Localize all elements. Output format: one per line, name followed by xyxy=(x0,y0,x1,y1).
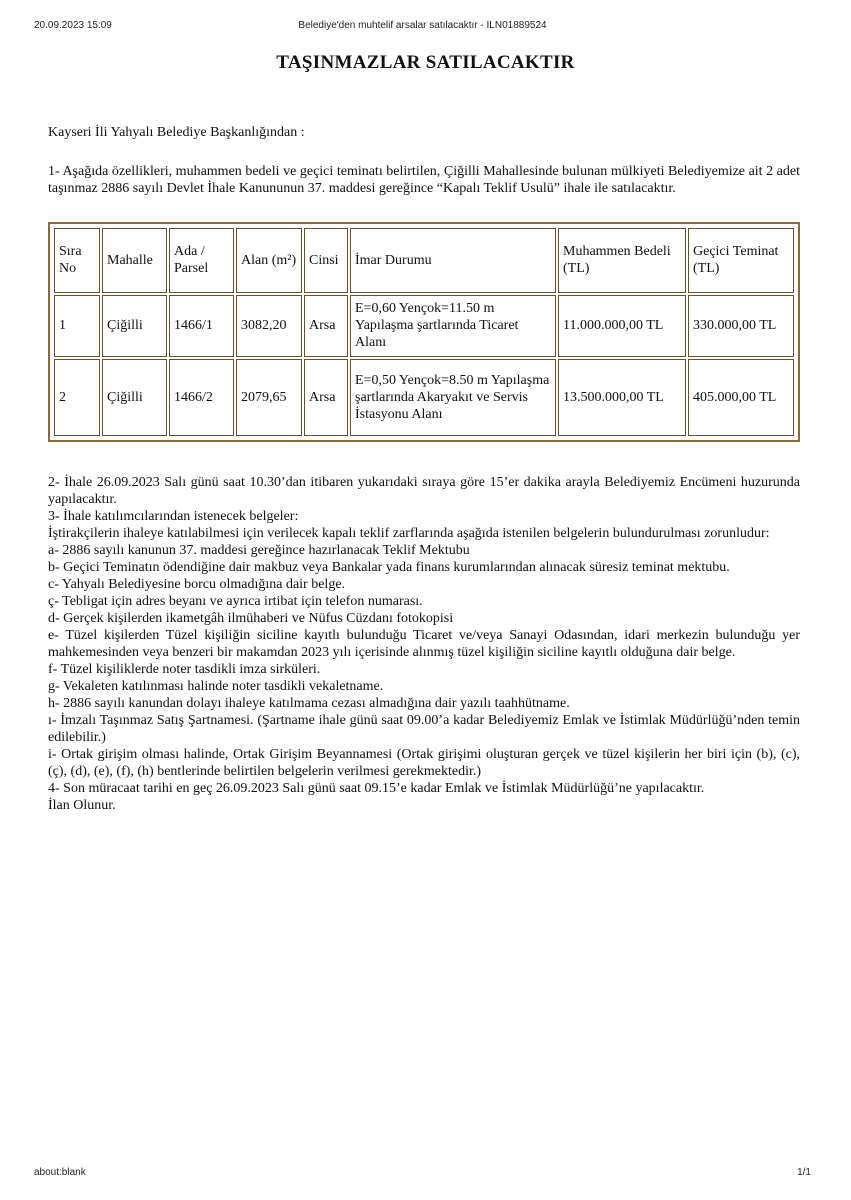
item-b: b- Geçici Teminatın ödendiğine dair makbuz veya Bankalar yada finans kurumlarından alınacak süresiz teminat mektubu. xyxy=(48,560,730,575)
item-h: h- 2886 sayılı kanundan dolayı ihaleye katılmama cezası almadığına dair yazılı taahhütname. xyxy=(48,696,570,711)
item-d: d- Gerçek kişilerden ikametgâh ilmühaberi ve Nüfus Cüzdanı fotokopisi xyxy=(48,611,454,626)
paragraph-2: 2- İhale 26.09.2023 Salı günü saat 10.30’dan itibaren yukarıdaki sıraya göre 15’er dakika arayla Belediyemiz Encümeni huzurunda yapılacaktır. xyxy=(48,475,800,507)
cell-gecici-teminat: 405.000,00 TL xyxy=(688,359,794,436)
table-row xyxy=(54,359,794,436)
table-row xyxy=(54,295,794,358)
paragraph-3-heading: 3- İhale katılımcılarından istenecek belgeler: xyxy=(48,509,299,524)
cell-imar-durumu: E=0,60 Yençok=11.50 m Yapılaşma şartlarında Ticaret Alanı xyxy=(350,295,556,358)
issuer-line: Kayseri İli Yahyalı Belediye Başkanlığından : xyxy=(48,125,305,140)
paragraph-3-intro: İştirakçilerin ihaleye katılabilmesi için verilecek kapalı teklif zarflarında aşağıda istenilen belgelerin bulundurulması zorunludur: xyxy=(48,526,770,541)
closing-line: İlan Olunur. xyxy=(48,798,116,813)
header-sira-no: Sıra No xyxy=(54,228,100,293)
cell-imar-durumu: E=0,50 Yençok=8.50 m Yapılaşma şartlarında Akaryakıt ve Servis İstasyonu Alanı xyxy=(350,359,556,436)
cell-alan: 3082,20 xyxy=(236,295,302,358)
print-header xyxy=(34,20,811,34)
header-imar-durumu: İmar Durumu xyxy=(350,228,556,293)
item-c-cedilla: ç- Tebligat için adres beyanı ve ayrıca irtibat için telefon numarası. xyxy=(48,594,423,609)
cell-cinsi: Arsa xyxy=(304,295,348,358)
item-f: f- Tüzel kişiliklerde noter tasdikli imza sirküleri. xyxy=(48,662,321,677)
cell-cinsi: Arsa xyxy=(304,359,348,436)
cell-mahalle: Çiğilli xyxy=(102,359,167,436)
item-e: e- Tüzel kişilerden Tüzel kişiliğin siciline kayıtlı bulunduğu Ticaret ve/veya Sanayi Odasından, idari merkezin bulunduğu yer mahkemesinden veya benzeri bir makamdan 2023 yılı içerisinde alınmış tüzel kişiliğin siciline kayıtlı olduğuna dair belge. xyxy=(48,628,800,660)
header-ada-parsel: Ada / Parsel xyxy=(169,228,234,293)
cell-ada-parsel: 1466/2 xyxy=(169,359,234,436)
cell-mahalle: Çiğilli xyxy=(102,295,167,358)
print-datetime: 20.09.2023 15:09 xyxy=(34,20,112,31)
item-g: g- Vekaleten katılınması halinde noter tasdikli vekaletname. xyxy=(48,679,384,694)
print-page-number: 1/1 xyxy=(797,1167,811,1178)
header-gecici-teminat: Geçici Teminat (TL) xyxy=(688,228,794,293)
cell-sira: 2 xyxy=(54,359,100,436)
cell-muhammen-bedeli: 13.500.000,00 TL xyxy=(558,359,686,436)
print-footer xyxy=(34,1167,811,1181)
paragraph-4: 4- Son müracaat tarihi en geç 26.09.2023 Salı günü saat 09.15’e kadar Emlak ve İstimlak Müdürlüğü’ne yapılacaktır. xyxy=(48,781,705,796)
table-header-row xyxy=(54,228,794,293)
print-source: about:blank xyxy=(34,1167,86,1178)
item-i: i- Ortak girişim olması halinde, Ortak Girişim Beyannamesi (Ortak girişimi oluşturan gerçek ve tüzel kişilerin her biri için (b), (c), (ç), (d), (e), (f), (h) bentlerinde belirtilen belgelerin verilmesi gerekmektedir.) xyxy=(48,747,800,779)
header-mahalle: Mahalle xyxy=(102,228,167,293)
cell-alan: 2079,65 xyxy=(236,359,302,436)
paragraph-1 xyxy=(48,163,800,197)
header-muhammen-bedeli: Muhammen Bedeli (TL) xyxy=(558,228,686,293)
cell-ada-parsel: 1466/1 xyxy=(169,295,234,358)
document-title: TAŞINMAZLAR SATILACAKTIR xyxy=(276,52,575,73)
conditions-section xyxy=(48,474,800,814)
property-table xyxy=(48,222,800,442)
item-dotless-i: ı- İmzalı Taşınmaz Satış Şartnamesi. (Şartname ihale günü saat 09.00’a kadar Belediyemiz Emlak ve İstimlak Müdürlüğü’nden temin edilebilir.) xyxy=(48,713,800,745)
paragraph-1-text: 1- Aşağıda özellikleri, muhammen bedeli ve geçici teminatı belirtilen, Çiğilli Mahallesinde bulunan mülkiyeti Belediyemize ait 2 adet taşınmaz 2886 sayılı Devlet İhale Kanununun 37. maddesi gereğince “Kapalı Teklif Usulü” ihale ile satılacaktır. xyxy=(48,164,800,196)
item-a: a- 2886 sayılı kanunun 37. maddesi gereğince hazırlanacak Teklif Mektubu xyxy=(48,543,470,558)
header-alan: Alan (m²) xyxy=(236,228,302,293)
cell-muhammen-bedeli: 11.000.000,00 TL xyxy=(558,295,686,358)
cell-sira: 1 xyxy=(54,295,100,358)
item-c: c- Yahyalı Belediyesine borcu olmadığına dair belge. xyxy=(48,577,346,592)
cell-gecici-teminat: 330.000,00 TL xyxy=(688,295,794,358)
print-page-title: Belediye'den muhtelif arsalar satılacaktır - ILN01889524 xyxy=(298,20,547,31)
header-cinsi: Cinsi xyxy=(304,228,348,293)
